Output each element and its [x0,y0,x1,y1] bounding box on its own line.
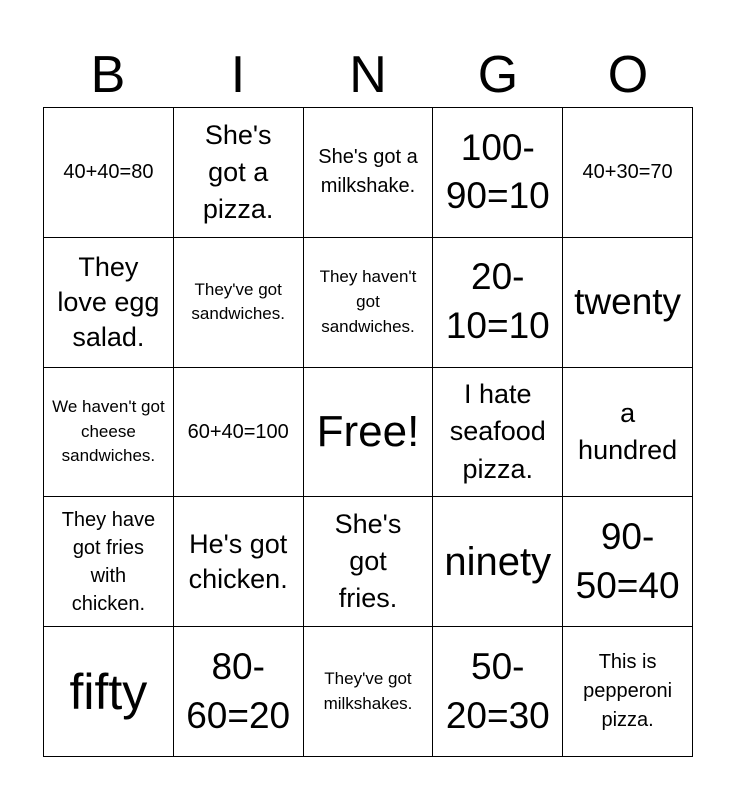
bingo-grid [43,107,693,757]
cell-text: This is pepperoni pizza. [583,651,673,732]
cell-text: We haven't got cheese sandwiches. [52,397,165,466]
bingo-cell[interactable] [44,497,174,627]
cell-text: 20-10=10 [445,256,550,347]
bingo-cell[interactable] [174,368,304,498]
bingo-cell[interactable] [563,368,693,498]
bingo-cell[interactable] [44,108,174,238]
cell-text: She's got a pizza. [202,119,274,225]
bingo-cell[interactable] [433,368,563,498]
bingo-header [43,44,693,106]
bingo-cell[interactable] [433,238,563,368]
cell-text: She's got a milkshake. [318,146,418,198]
cell-text: I hate seafood pizza. [449,379,546,484]
cell-text: 60+40=100 [187,420,289,443]
cell-text: She's got fries. [334,508,402,614]
cell-text: They've got milkshakes. [323,668,413,713]
bingo-cell[interactable] [304,238,434,368]
header-letter-i: I [230,46,246,104]
cell-text: They've got sandwiches. [191,279,285,324]
header-letter-n: N [349,46,387,104]
bingo-cell[interactable] [174,238,304,368]
cell-text: 50-20=30 [445,645,550,736]
cell-text: 90-50=40 [575,515,680,606]
bingo-cell[interactable] [563,497,693,627]
cell-text: 100-90=10 [445,126,550,217]
cell-text: They have got fries with chicken. [61,508,156,615]
bingo-cell[interactable] [433,108,563,238]
free-space-text: Free! [316,406,420,456]
bingo-cell[interactable] [304,627,434,757]
cell-text: twenty [574,280,682,322]
cell-text: a hundred [578,397,678,465]
cell-text: fifty [69,663,148,720]
bingo-cell[interactable] [563,108,693,238]
cell-text: 80-60=20 [186,645,291,736]
bingo-cell[interactable] [44,238,174,368]
header-letter-o: O [607,46,649,104]
cell-text: 40+40=80 [63,161,154,184]
cell-text: ninety [444,539,552,584]
cell-text: 40+30=70 [582,161,673,184]
header-letter-b: B [90,46,126,104]
bingo-cell[interactable] [433,497,563,627]
cell-text: He's got chicken. [188,528,288,594]
free-space[interactable] [304,368,434,498]
header-letter-g: G [477,46,519,104]
bingo-cell[interactable] [563,238,693,368]
bingo-cell[interactable] [433,627,563,757]
cell-text: They haven't got sandwiches. [319,267,417,336]
bingo-cell[interactable] [44,368,174,498]
bingo-cell[interactable] [44,627,174,757]
bingo-cell[interactable] [174,108,304,238]
bingo-cell[interactable] [174,497,304,627]
cell-text: They love egg salad. [57,251,160,352]
bingo-cell[interactable] [174,627,304,757]
bingo-cell[interactable] [304,108,434,238]
bingo-cell[interactable] [304,497,434,627]
bingo-cell[interactable] [563,627,693,757]
